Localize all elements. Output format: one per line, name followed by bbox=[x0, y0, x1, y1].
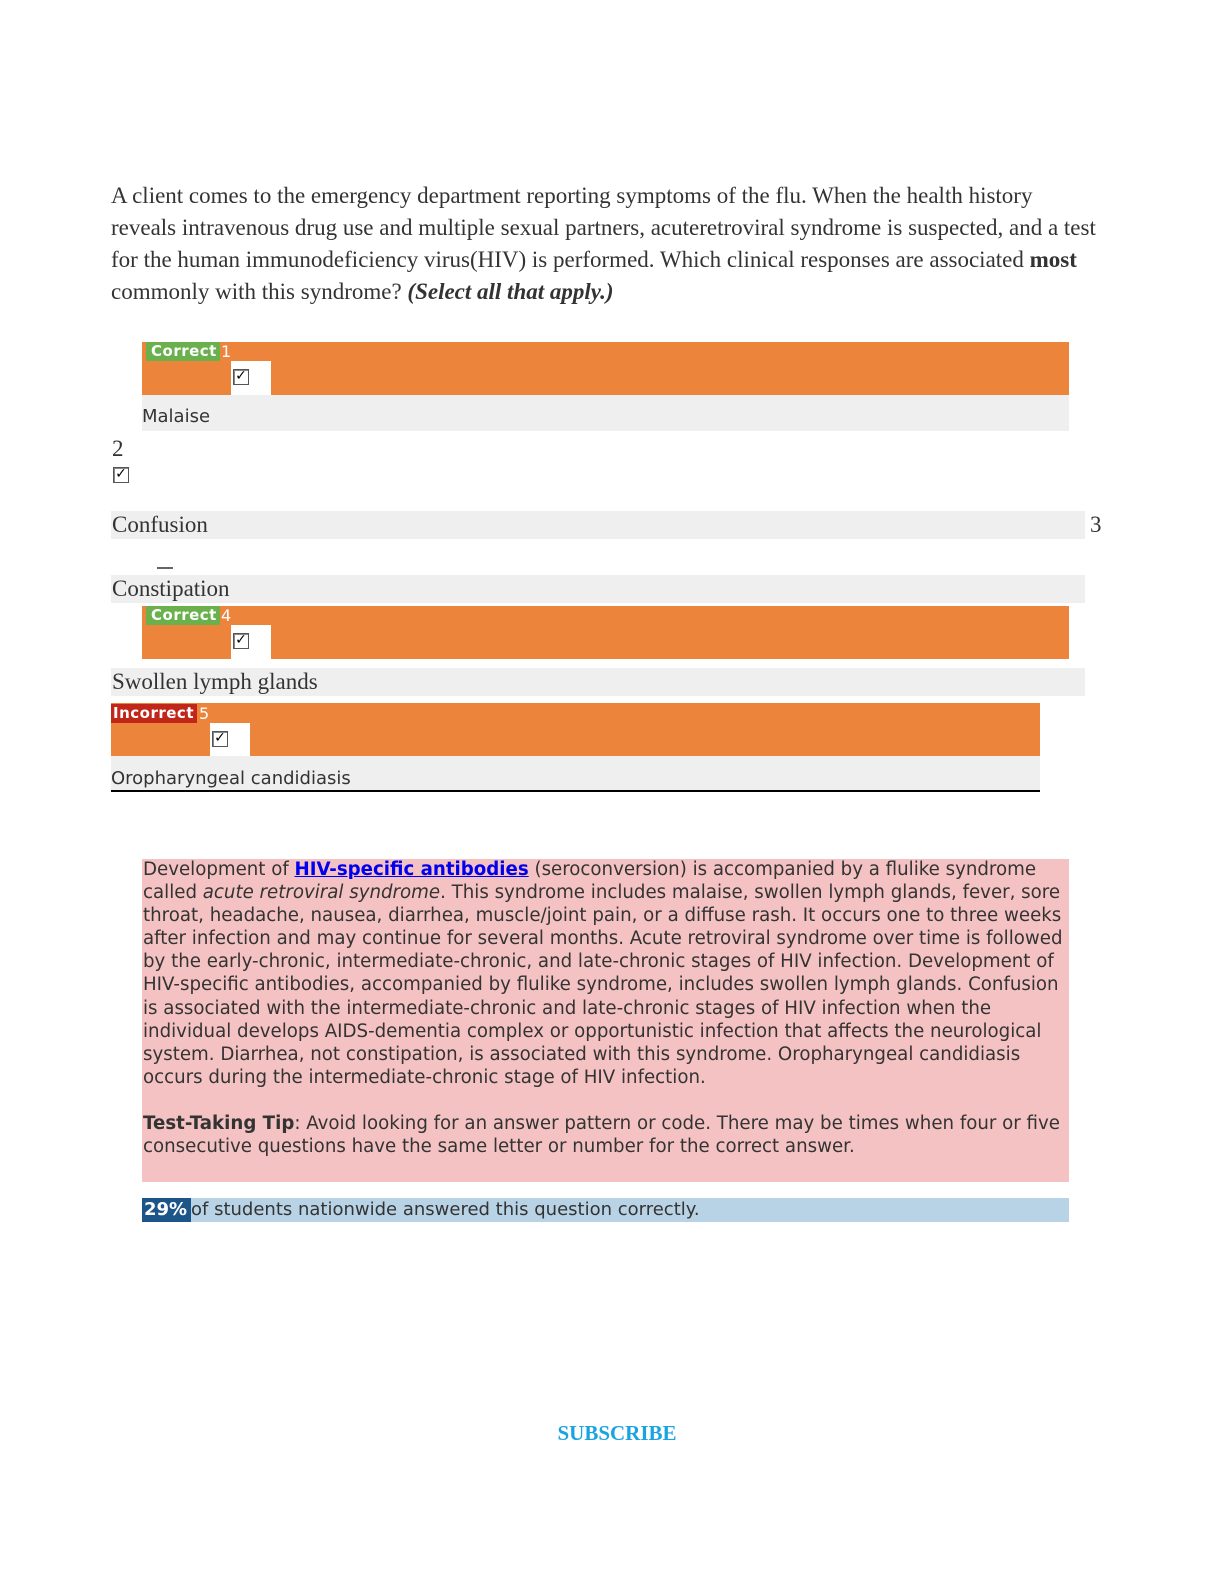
stat-percent: 29% bbox=[142, 1198, 191, 1222]
checkbox-cell bbox=[231, 625, 271, 659]
option-2-checkbox[interactable]: ✓ bbox=[113, 467, 129, 483]
option-5-header-bar bbox=[111, 703, 1040, 756]
option-number: 4 bbox=[221, 606, 232, 625]
question-stem bbox=[111, 180, 1101, 308]
question-instruction: (Select all that apply.) bbox=[407, 279, 614, 304]
tip-text: : Avoid looking for an answer pattern or code. There may be times when four or five consecutive questions have the same letter or number for the correct answer. bbox=[143, 1112, 1060, 1158]
correct-badge: Correct bbox=[146, 342, 220, 361]
option-2-label: Confusion bbox=[112, 512, 208, 537]
option-5-label: Oropharyngeal candidiasis bbox=[111, 768, 351, 789]
option-number: 5 bbox=[199, 704, 210, 723]
option-5-checkbox[interactable]: ✓ bbox=[212, 731, 228, 747]
rationale-term: acute retroviral syndrome bbox=[202, 882, 441, 904]
option-number: 3 bbox=[1090, 512, 1102, 537]
rationale-intro: Development of bbox=[143, 859, 295, 880]
hiv-antibodies-link[interactable]: HIV-specific antibodies bbox=[294, 859, 529, 880]
option-1-label-row bbox=[142, 395, 1069, 431]
checkbox-cell bbox=[231, 361, 271, 395]
incorrect-badge: Incorrect bbox=[111, 704, 197, 723]
option-1-header-bar bbox=[142, 342, 1069, 395]
option-3-label-row bbox=[111, 575, 1085, 603]
rationale-text-part: . This syndrome includes malaise, swollen lymph glands, fever, sore throat, headache, nausea, diarrhea, muscle/joint pain, or a diffuse rash. It occurs one to three weeks after infection and may continue for several months. Acute retroviral syndrome over time is followed by the early-chronic, intermediate-chronic, and late-chronic stages of HIV infection. Development of HIV-specific antibodies, accompanied by flulike syndrome, includes swollen lymph glands. Confusion is associated with the intermediate-chronic and late-chronic stages of HIV infection when the individual develops AIDS-dementia complex or opportunistic infection that affects the neurological system. Diarrhea, not constipation, is associated with this syndrome. Oropharyngeal candidiasis occurs during the intermediate-chronic stage of HIV infection. bbox=[143, 882, 1063, 1088]
stat-text: of students nationwide answered this question correctly. bbox=[191, 1199, 700, 1220]
option-number: 2 bbox=[112, 436, 124, 461]
question-emphasis: most bbox=[1029, 247, 1077, 272]
option-1-label: Malaise bbox=[142, 406, 211, 427]
test-taking-tip bbox=[143, 1112, 1068, 1158]
rationale-text-part: (seroconversion) is accompanied by a flulike syndrome called bbox=[143, 859, 1037, 904]
tip-label: Test-Taking Tip bbox=[143, 1112, 295, 1134]
option-1-checkbox[interactable]: ✓ bbox=[233, 369, 249, 385]
option-3-label: Constipation bbox=[112, 576, 230, 601]
question-text-part2: commonly with this syndrome? bbox=[111, 279, 408, 304]
option-3-checkbox[interactable] bbox=[157, 567, 173, 574]
option-4-label: Swollen lymph glands bbox=[112, 669, 318, 694]
option-number: 1 bbox=[221, 342, 232, 361]
rationale-text bbox=[143, 858, 1068, 1158]
correct-badge: Correct bbox=[146, 606, 220, 625]
option-4-header-bar bbox=[142, 606, 1069, 659]
checkbox-cell bbox=[210, 723, 250, 757]
option-4-checkbox[interactable]: ✓ bbox=[233, 633, 249, 649]
option-2-label-row bbox=[111, 511, 1085, 539]
question-text-part1: A client comes to the emergency department reporting symptoms of the flu. When the health history reveals intravenous drug use and multiple sexual partners, acuteretroviral syndrome is suspected, and a test for the human immunodeficiency virus(HIV) is performed. Which clinical responses are associated bbox=[111, 183, 1096, 272]
subscribe-link[interactable]: SUBSCRIBE bbox=[557, 1421, 677, 1445]
